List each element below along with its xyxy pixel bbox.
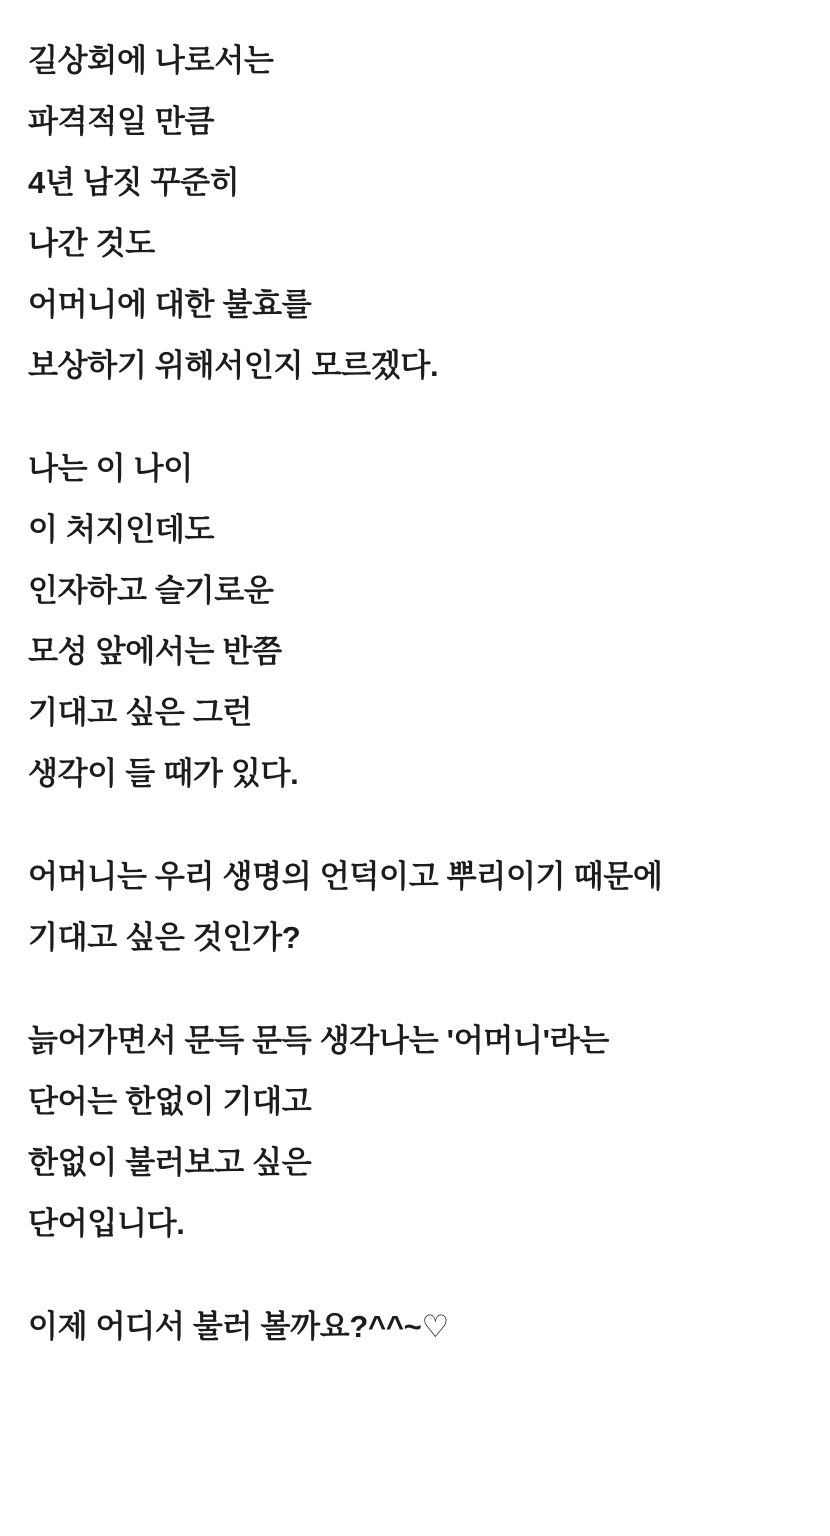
text-line: 모성 앞에서는 반쯤 (28, 634, 282, 669)
text-line: 파격적일 만큼 (28, 104, 215, 139)
text-line: 나간 것도 (28, 226, 155, 261)
paragraph-block-5 (28, 1296, 802, 1357)
text-line: 단어입니다. (28, 1206, 185, 1241)
text-line: 단어는 한없이 기대고 (28, 1084, 312, 1119)
text-line: 생각이 들 때가 있다. (28, 756, 299, 791)
text-line: 늙어가면서 문득 문득 생각나는 '어머니'라는 (28, 1023, 610, 1058)
text-line: 기대고 싶은 것인가? (28, 920, 301, 955)
text-line: 기대고 싶은 그런 (28, 695, 253, 730)
text-line: 한없이 불러보고 싶은 (28, 1145, 312, 1180)
text-line: 보상하기 위해서인지 모르겠다. (28, 348, 439, 383)
text-line: 4년 남짓 꾸준히 (28, 165, 240, 200)
text-line: 어머니에 대한 불효를 (28, 287, 312, 322)
text-line: 이제 어디서 불러 볼까요?^^~♡ (28, 1309, 449, 1344)
paragraph-block-2 (28, 438, 802, 804)
text-line: 나는 이 나이 (28, 451, 193, 486)
text-line: 인자하고 슬기로운 (28, 573, 274, 608)
paragraph-block-4 (28, 1010, 802, 1254)
text-line: 어머니는 우리 생명의 언덕이고 뿌리이기 때문에 (28, 859, 663, 894)
text-line: 길상회에 나로서는 (28, 43, 274, 78)
paragraph-block-1 (28, 30, 802, 396)
paragraph-block-3 (28, 846, 802, 968)
text-line: 이 처지인데도 (28, 512, 215, 547)
